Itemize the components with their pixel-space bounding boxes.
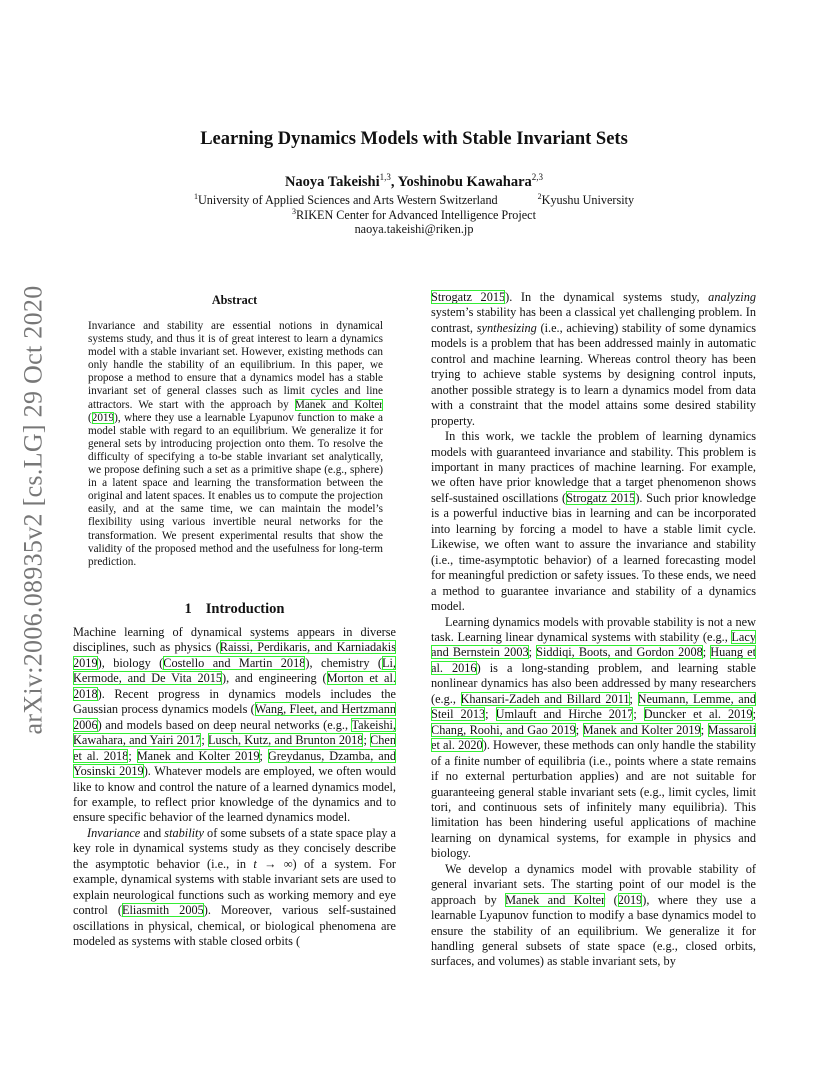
citation-link[interactable]: Khansari-Zadeh and Billard 2011 [460,691,630,706]
text: ; [128,748,137,763]
text: ). Such prior knowledge is a powerful inductive bias in learning and can be incorporated into learning by forcing a model to have a stable limit cycle. Likewise, we often want to assure the invariance and stability (i.e., time-asymptotic behavior) of a learned forecasting model for meaningful prediction or safety issues. To these ends, we need a method to guarantee invariance and stability of a dynamics model. [431,490,756,614]
citation-link[interactable]: Umlauft and Hirche 2017 [495,707,634,722]
citation-link[interactable]: Strogatz 2015 [431,290,506,304]
text: ), and engineering ( [222,671,327,686]
emphasis: stability [164,825,204,840]
citation-link[interactable]: Strogatz 2015 [566,490,636,505]
citation-link[interactable]: Raissi, Perdikaris, and Karniadakis 2019 [73,640,396,670]
author-email: naoya.takeishi@riken.jp [354,222,474,236]
author-affiliation-marks: 2,3 [531,172,544,182]
author-name: Yoshinobu Kawahara [397,173,532,190]
right-column-body [431,290,756,970]
citation-link[interactable]: Lusch, Kutz, and Brunton 2018 [207,733,364,748]
citation-link[interactable]: Greydanus, Dzamba, and Yosinski 2019 [73,748,396,779]
text: and [140,825,165,840]
author-affiliation-marks: 1,3 [379,172,391,182]
text: system’s stability has been a classical yet challenging problem. In contrast, [431,305,756,335]
text: We develop a dynamics model with provable stability of general invariant sets. The starting point of our model is the approach by [431,861,756,907]
affiliation: University of Applied Sciences and Arts Western Switzerland [197,193,498,208]
citation-link[interactable]: Manek and Kolter [505,892,606,907]
citation-link[interactable]: 2019 [617,892,643,907]
citation-link[interactable]: Chen et al. 2018 [73,733,396,763]
text: ( [605,892,618,907]
emphasis: Invariance [87,825,141,840]
citation-link[interactable]: Lacy and Bernstein 2003 [431,629,756,660]
affiliation-mark: 1 [193,192,198,201]
paragraph [431,615,756,862]
abstract-body [88,320,383,569]
text: ; [752,707,756,722]
text: ) is a long-standing problem, and learning stable nonlinear dynamics has also been addressed by many researchers (e.g., [431,660,756,706]
text: ), where they use a learnable Lyapunov function to modify a base dynamics model to ensure the stability of an equilibrium. We generalize it for handling general subsets of state space (e.g., closed orbits, surfaces, and volumes) as stable invariant sets, by [431,892,757,969]
citation-link[interactable]: Manek and Kolter 2019 [582,722,701,737]
section-heading-introduction [73,601,396,618]
text: ; [700,722,708,737]
citation-link[interactable]: Takeishi, Kawahara, and Yairi 2017 [73,717,396,748]
text: Learning dynamics models with provable stability is not a new task. Learning linear dynamical systems with stability (e.g., [431,614,756,644]
citation-link[interactable]: Manek and Kolter 2019 [136,748,260,763]
author-name: Naoya Takeishi [284,173,380,190]
text: ), biology ( [97,655,164,670]
text: Machine learning of dynamical systems appears in diverse disciplines, such as physics ( [73,625,396,655]
emphasis: analyzing [708,290,756,304]
arxiv-identifier-text: arXiv:2006.08935v2 [cs.LG] 29 Oct 2020 [18,285,47,735]
text: ). In the dynamical systems study, [505,290,709,304]
text: ; [485,707,496,722]
paper-title: Learning Dynamics Models with Stable Invariant Sets [200,129,628,149]
paragraph [73,625,396,826]
citation-link[interactable]: Li, Kermode, and De Vita 2015 [73,655,397,686]
text: ). However, these methods can only handle the stability of a finite number of equilibria (i.e., points where a state remains if no external perturbation applies) and are not suitable for guaranteeing general stable invariant sets (e.g., limit cycles, limit tori, and continuous sets of infinitely many equilibria). This limitation has been hindering useful applications of machine learning on dynamical systems, for example in physics and biology. [431,738,756,861]
citation-link[interactable]: Morton et al. 2018 [73,671,396,701]
text: ; [201,733,208,748]
text: ) and models based on deep neural networks (e.g., [97,717,352,732]
citation-link[interactable]: Huang et al. 2016 [431,645,756,675]
citation-link[interactable]: Costello and Martin 2018 [163,655,306,670]
abstract-text: Invariance and stability are essential notions in dynamical systems study, and thus it is of great interest to learn a dynamics model with a stable invariant set. However, existing methods can only handle the stability of an equilibrium. In this paper, we propose a method to ensure that a dynamics model has a stable invariant set of general classes such as limit cycles and line attractors. We start with the approach by [88,320,383,411]
arxiv-identifier [6,285,60,735]
author-separator: , [390,173,398,190]
citation-link[interactable]: Massaroli et al. 2020 [431,722,757,753]
author-list [0,172,828,191]
text: ; [363,733,371,748]
abstract-text: ( [88,411,92,424]
affiliation: Kyushu University [541,193,635,208]
affiliation: RIKEN Center for Advanced Intelligence Project [296,208,536,223]
section-title: Introduction [205,601,285,617]
citation-link[interactable]: Eliasmith 2005 [121,903,204,918]
left-column-body [73,625,396,950]
citation-link[interactable]: Siddiqi, Boots, and Gordon 2008 [536,645,703,660]
text: ). Moreover, various self-sustained oscillations in physical, chemical, or biological phenomena are modeled as systems with stable closed orbits ( [73,903,396,949]
affiliation-line-1 [0,192,828,208]
text: ), chemistry ( [305,655,382,670]
paragraph [431,862,756,970]
text: ; [629,691,638,706]
affiliation-mark: 2 [537,192,542,201]
citation-link[interactable]: Neumann, Lemme, and Steil 2013 [431,691,757,722]
abstract-text: ), where they use a learnable Lyapunov function to make a model stable with regard to an equilibrium. We generalize it for general sets by introducing projection onto them. To resolve the difficulty of specifying a to-be stable invariant set analytically, we propose defining such a set as a primitive shape (e.g., sphere) in a latent space and learning the transformation between the original and latent spaces. It enables us to compute the projection easily, and at the same time, we can maintain the model’s flexibility using various invertible neural networks for the transformation. We present experimental results that show the validity of the proposed method and the usefulness for long-term prediction. [88,411,383,568]
paragraph [73,826,396,950]
section-number: 1 [184,601,192,617]
text: ; [633,707,644,722]
text: ; [259,748,268,763]
text: of some subsets of a state space play a key role in dynamical systems study as they concisely describe the asymptotic behavior (i.e., in [73,825,397,871]
citation-link[interactable]: Wang, Fleet, and Hertzmann 2006 [73,702,396,732]
affiliation-mark: 3 [292,207,297,216]
citation-link[interactable]: Manek and Kolter [294,398,383,411]
citation-link[interactable]: Chang, Roohi, and Gao 2019 [431,722,576,737]
text: ) of a system. For example, dynamical systems with stable invariant sets are used to explain neurological functions such as working memory and eye control ( [73,856,396,918]
text: In this work, we tackle the problem of learning dynamics models with guaranteed invariance and stability. This problem is important in many practices of machine learning. For example, we often have prior knowledge that a target phenomenon shows self-sustained oscillations ( [431,429,756,505]
text: ; [702,645,711,660]
abstract-heading: Abstract [211,293,258,307]
text: ). Whatever models are employed, we often would like to know and control the nature of a learned dynamics model, for example, to reflect prior knowledge of the dynamics and to ensure specific behavior of the learned dynamics model. [73,764,396,825]
citation-link[interactable]: Duncker et al. 2019 [643,707,753,722]
text: ; [575,722,583,737]
citation-link[interactable]: 2019 [91,411,115,424]
paragraph [431,429,756,614]
emphasis: synthesizing [476,320,537,335]
text: ; [528,645,537,660]
math-expression: t → ∞ [253,856,293,871]
text: ). Recent progress in dynamics models includes the Gaussian process dynamics models ( [73,686,396,717]
text: (i.e., achieving) stability of some dynamics models is a problem that has been addressed mainly in automatic control and machine learning. Whereas control theory has been trying to achieve stable systems by designing control inputs, another possible strategy is to learn a dynamics model from data with a constraint that the model attains some desired stability property. [431,320,757,428]
paragraph-continued [431,290,756,429]
affiliation-line-2 [0,207,828,223]
